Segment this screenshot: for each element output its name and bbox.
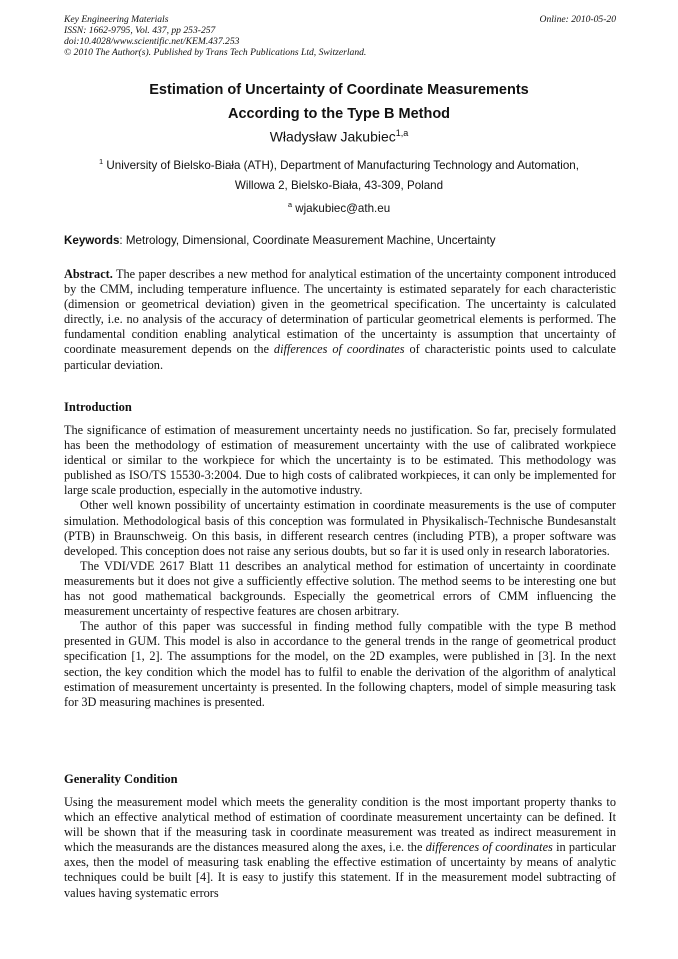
generality-text-2: in particular axes, then the model of measuring task enabling the effective estimation of uncertainty by means of analytic techniques could be built [4]. It is easy to justify this statement. If in the measurement model subtracting of values having systematic errors: [64, 840, 617, 900]
intro-paragraph-1: The significance of estimation of measurement uncertainty needs no justification. So far, precisely formulated has been the methodology of estimation of measurement uncertainty with the use of calibrated workpiece identical or similar to the workpiece for which the uncertainty is to be estimated. This methodology was published as ISO/TS 15530-3:2004. Due to high costs of calibrated workpieces, it can only be implemented for large scale production, especially in the automotive industry.: [64, 423, 616, 498]
affiliation-line-1: [0, 157, 678, 172]
journal-header: [64, 14, 616, 58]
generality-body: [64, 795, 616, 901]
affiliation-line-2: Willowa 2, Bielsko-Biała, 43-309, Poland: [234, 179, 444, 192]
author: [0, 128, 678, 145]
author-name: Władysław Jakubiec: [269, 128, 396, 145]
journal-name: Key Engineering Materials: [64, 14, 169, 25]
abstract: [64, 267, 616, 373]
abstract-label: Abstract.: [64, 267, 113, 281]
paper-title-line-1: Estimation of Uncertainty of Coordinate Measurements: [149, 82, 529, 98]
generality-heading: Generality Condition: [64, 772, 178, 786]
abstract-text-2: of characteristic points used to calculate particular deviation.: [64, 342, 616, 372]
issn-line: ISSN: 1662-9795, Vol. 437, pp 253-257: [64, 25, 216, 36]
introduction-heading: Introduction: [64, 400, 132, 414]
affiliation-superscript: 1: [99, 157, 104, 166]
abstract-emphasis: differences of coordinates: [273, 342, 405, 357]
author-email: wjakubiec@ath.eu: [295, 201, 391, 215]
generality-emphasis: differences of coordinates: [425, 840, 553, 855]
intro-paragraph-4: The author of this paper was successful in finding method fully compatible with the type B method presented in GUM. This model is also in accordance to the general trends in the range of geometrical product specification [1, 2]. The assumptions for the model, on the 2D examples, were published in [3]. In the next section, the key condition which the model has to fulfil to enable the derivation of the algorithm of analytical estimation of measurement uncertainty is presented. In the following chapters, model of simple measuring task for 3D measuring machines is presented.: [64, 619, 616, 709]
email-line: [0, 200, 678, 215]
paper-title-line-2: According to the Type B Method: [227, 106, 451, 122]
introduction-body: [64, 423, 616, 710]
email-superscript: a: [287, 200, 292, 209]
author-superscript: 1,a: [395, 128, 409, 138]
copyright-line: © 2010 The Author(s). Published by Trans Tech Publications Ltd, Switzerland.: [64, 47, 367, 58]
doi-line: doi:10.4028/www.scientific.net/KEM.437.253: [64, 36, 240, 47]
keywords: [64, 234, 616, 247]
keywords-label: Keywords: [64, 234, 120, 247]
intro-paragraph-3: The VDI/VDE 2617 Blatt 11 describes an analytical method for estimation of uncertainty in coordinate measurements but it does not give a sufficiently effective solution. The method seems to be interesting one but has not good mathematical backgrounds. Especially the geometrical errors of CMM influencing the measurement uncertainty of respective features are chosen arbitrary.: [64, 558, 616, 619]
online-date: Online: 2010-05-20: [539, 14, 616, 25]
affiliation-text-1: University of Bielsko-Biała (ATH), Department of Manufacturing Technology and Automation,: [106, 158, 579, 172]
keywords-text: : Metrology, Dimensional, Coordinate Measurement Machine, Uncertainty: [119, 234, 496, 247]
abstract-text-1: The paper describes a new method for analytical estimation of the uncertainty component introduced by the CMM, including temperature influence. The uncertainty is estimated separately for each characteristic (dimension or geometrical deviation) given in the geometrical specification. The uncertainty is calculated directly, i.e. no analysis of the accuracy of determination of particular geometrical elements is performed. The fundamental condition enabling analytical estimation of the uncertainty is assumption that uncertainty of coordinate measurement depends on the: [64, 267, 616, 357]
intro-paragraph-2: Other well known possibility of uncertainty estimation in coordinate measurements is the use of computer simulation. Methodological basis of this conception was formulated in Physikalisch-Technische Bundesanstalt (PTB) in Braunschweig. On this basis, in different research centres (including PTB), a proper software was developed. This conception does not raise any serious doubts, but so far it is used only in research laboratories.: [64, 498, 616, 558]
generality-text-1: Using the measurement model which meets the generality condition is the most important property thanks to which an effective analytical method of estimation of coordinate measurement uncertainty can be defined. It will be shown that if the measuring task in coordinate measurement was treated as indirect measurement in which the measurands are the distances measured along the axes, i.e. the: [64, 795, 616, 855]
